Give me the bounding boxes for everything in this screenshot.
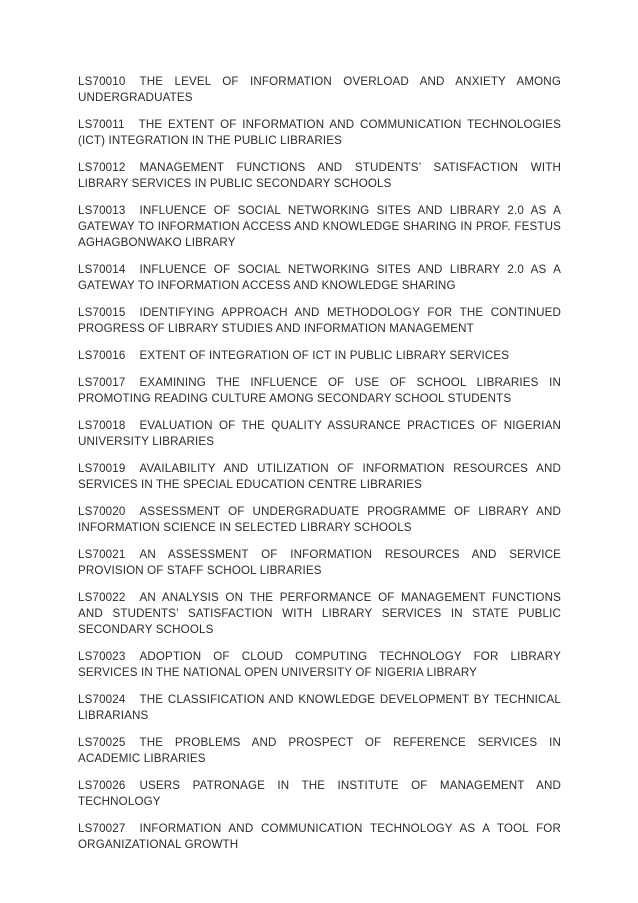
list-item (78, 375, 561, 407)
document-page (78, 74, 561, 864)
list-item (78, 821, 561, 853)
project-code: LS70014 (78, 263, 126, 276)
list-item (78, 590, 561, 638)
list-item (78, 692, 561, 724)
list-item (78, 348, 561, 364)
list-item (78, 262, 561, 294)
project-title: AN ANALYSIS ON THE PERFORMANCE OF MANAGEMENT FUNCTIONS AND STUDENTS’ SATISFACTION WITH LIBRARY SERVICES IN STATE PUBLIC SECONDARY SCHOOLS (78, 591, 561, 636)
list-item (78, 735, 561, 767)
project-title: EVALUATION OF THE QUALITY ASSURANCE PRACTICES OF NIGERIAN UNIVERSITY LIBRARIES (78, 419, 561, 448)
project-code: LS70016 (78, 349, 126, 362)
project-title: IDENTIFYING APPROACH AND METHODOLOGY FOR THE CONTINUED PROGRESS OF LIBRARY STUDIES AND INFORMATION MANAGEMENT (78, 306, 561, 335)
project-title: MANAGEMENT FUNCTIONS AND STUDENTS’ SATISFACTION WITH LIBRARY SERVICES IN PUBLIC SECONDARY SCHOOLS (78, 161, 561, 190)
project-code: LS70010 (78, 75, 126, 88)
list-item (78, 74, 561, 106)
project-code: LS70015 (78, 306, 126, 319)
list-item (78, 160, 561, 192)
project-code: LS70018 (78, 419, 126, 432)
project-code: LS70017 (78, 376, 126, 389)
project-code: LS70025 (78, 736, 126, 749)
project-title: THE EXTENT OF INFORMATION AND COMMUNICATION TECHNOLOGIES (ICT) INTEGRATION IN THE PUBLIC LIBRARIES (78, 118, 561, 147)
project-code: LS70024 (78, 693, 126, 706)
list-item (78, 504, 561, 536)
project-title: USERS PATRONAGE IN THE INSTITUTE OF MANAGEMENT AND TECHNOLOGY (78, 779, 561, 808)
project-code: LS70012 (78, 161, 126, 174)
list-item (78, 117, 561, 149)
list-item (78, 461, 561, 493)
project-code: LS70022 (78, 591, 126, 604)
project-code: LS70026 (78, 779, 126, 792)
project-code: LS70019 (78, 462, 126, 475)
project-title: EXTENT OF INTEGRATION OF ICT IN PUBLIC LIBRARY SERVICES (139, 349, 510, 362)
project-title: AN ASSESSMENT OF INFORMATION RESOURCES AND SERVICE PROVISION OF STAFF SCHOOL LIBRARIES (78, 548, 561, 577)
project-title: INFLUENCE OF SOCIAL NETWORKING SITES AND LIBRARY 2.0 AS A GATEWAY TO INFORMATION ACCESS AND KNOWLEDGE SHARING (78, 263, 561, 292)
project-title: EXAMINING THE INFLUENCE OF USE OF SCHOOL LIBRARIES IN PROMOTING READING CULTURE AMONG SECONDARY SCHOOL STUDENTS (78, 376, 561, 405)
project-title: THE PROBLEMS AND PROSPECT OF REFERENCE SERVICES IN ACADEMIC LIBRARIES (78, 736, 561, 765)
project-code: LS70027 (78, 822, 126, 835)
project-code: LS70013 (78, 204, 126, 217)
project-code: LS70020 (78, 505, 126, 518)
project-code: LS70023 (78, 650, 126, 663)
list-item (78, 547, 561, 579)
project-title: ASSESSMENT OF UNDERGRADUATE PROGRAMME OF LIBRARY AND INFORMATION SCIENCE IN SELECTED LIBRARY SCHOOLS (78, 505, 561, 534)
list-item (78, 778, 561, 810)
list-item (78, 203, 561, 251)
project-title: INFLUENCE OF SOCIAL NETWORKING SITES AND LIBRARY 2.0 AS A GATEWAY TO INFORMATION ACCESS AND KNOWLEDGE SHARING IN PROF. FESTUS AGHAGBONWAKO LIBRARY (78, 204, 561, 249)
project-title: AVAILABILITY AND UTILIZATION OF INFORMATION RESOURCES AND SERVICES IN THE SPECIAL EDUCATION CENTRE LIBRARIES (78, 462, 561, 491)
project-code: LS70021 (78, 548, 126, 561)
list-item (78, 418, 561, 450)
project-code: LS70011 (78, 118, 125, 131)
list-item (78, 305, 561, 337)
project-title: ADOPTION OF CLOUD COMPUTING TECHNOLOGY FOR LIBRARY SERVICES IN THE NATIONAL OPEN UNIVERSITY OF NIGERIA LIBRARY (78, 650, 561, 679)
project-title: THE LEVEL OF INFORMATION OVERLOAD AND ANXIETY AMONG UNDERGRADUATES (78, 75, 561, 104)
project-title: THE CLASSIFICATION AND KNOWLEDGE DEVELOPMENT BY TECHNICAL LIBRARIANS (78, 693, 561, 722)
list-item (78, 649, 561, 681)
project-title: INFORMATION AND COMMUNICATION TECHNOLOGY AS A TOOL FOR ORGANIZATIONAL GROWTH (78, 822, 561, 851)
